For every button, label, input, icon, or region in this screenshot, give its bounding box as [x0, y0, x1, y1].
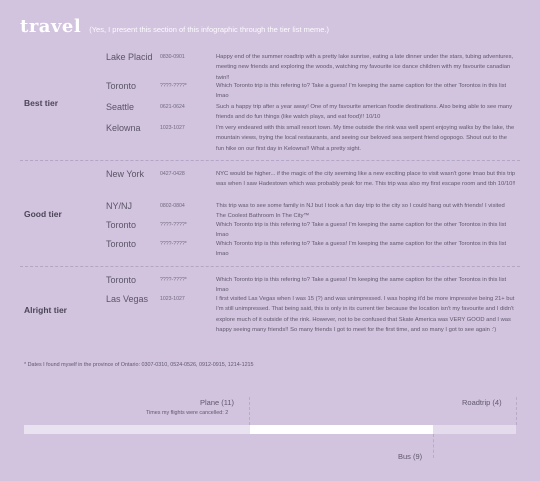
- place-name: New York: [106, 169, 145, 179]
- bus-label: Bus (9): [398, 452, 423, 461]
- plane-bar: [24, 425, 250, 434]
- header: [20, 16, 329, 37]
- trip-description: Which Toronto trip is this refering to? Take a guess! I'm keeping the same caption for the other Torontos in this list lmao: [216, 277, 507, 294]
- tier-best: [20, 52, 520, 156]
- tier-label: Good tier: [24, 209, 62, 219]
- bus-bar: [250, 425, 433, 434]
- trip-description: Which Toronto trip is this refering to? Take a guess! I'm keeping the same caption for the other Torontos in this list lmao: [216, 83, 507, 100]
- trip-dates: 0427-0428: [160, 171, 185, 177]
- footnote: * Dates I found myself in the province of Ontario: 0307-0310, 0524-0526, 0912-0915, 1214-1215: [24, 362, 254, 368]
- trip-description: Happy end of the summer roadtrip with a pretty lake sunrise, eating a late dinner under the stars, tubing adventures, meeting new friends and exploring the woods, watching my favourite ice dance children with my favourite canadian twin!!: [216, 54, 514, 81]
- trip-description: Which Toronto trip is this refering to? Take a guess! I'm keeping the same caption for the other Torontos in this list lmao: [216, 241, 507, 258]
- place-name: Las Vegas: [106, 294, 149, 304]
- place-name: Toronto: [106, 275, 137, 285]
- plane-cancelled-note: Times my flights were cancelled: 2: [146, 410, 229, 416]
- plane-label: Plane (11): [200, 398, 235, 407]
- trip-description: I first visited Las Vegas when I was 15 (?) and was unimpressed. I was hoping it'd be more impressive being 21+ but I'm still unimpressed. That being said, this is only in its current tier because the location isn't my favourite and I didn't explore much of it outside of the rink. However, not to be confused that Skate America was VERY GOOD and I was happy seeing many friends!! So many friends I got to meet for the first time, and so many I got to see again :'): [216, 296, 515, 334]
- place-name: Toronto: [106, 81, 137, 91]
- tier-good: [20, 169, 520, 259]
- roadtrip-label: Roadtrip (4): [462, 398, 502, 407]
- place-name: Toronto: [106, 220, 137, 230]
- tier-divider: [20, 266, 520, 267]
- trip-dates: 0802-0804: [160, 203, 185, 209]
- trip-description: Which Toronto trip is this refering to? Take a guess! I'm keeping the same caption for the other Torontos in this list lmao: [216, 222, 507, 239]
- trip-dates: ????-????*: [160, 222, 187, 228]
- trip-dates: 0621-0624: [160, 104, 185, 110]
- trip-dates: 1023-1027: [160, 296, 185, 302]
- roadtrip-bar: [433, 425, 516, 434]
- place-name: NY/NJ: [106, 201, 133, 211]
- trip-dates: ????-????*: [160, 83, 187, 89]
- place-name: Lake Placid: [106, 52, 153, 62]
- tier-alright: [20, 275, 520, 350]
- trip-dates: 0830-0901: [160, 54, 185, 60]
- page-subtitle: (Yes, I present this section of this infographic through the tier list meme.): [89, 25, 330, 34]
- trip-description: I'm very endeared with this small resort town. My time outside the rink was well spent enjoying walks by the lake, the mountain views, trying the local restaurants, and seeing our beloved sea serpent friend ogopogo. Shout out to the fun hike on our first day in Kelowna!! What a pretty sight.: [216, 125, 515, 152]
- place-name: Toronto: [106, 239, 137, 249]
- bus-bar-divider: [433, 434, 434, 458]
- place-name: Seattle: [106, 102, 135, 112]
- tier-divider: [20, 160, 520, 161]
- plane-bar-divider: [249, 397, 250, 425]
- tier-label: Best tier: [24, 98, 59, 108]
- trip-description: NYC would be higher... if the magic of the city seeming like a new exciting place to visit wasn't gone lmao but this trip was when I saw Hadestown which was probably peak for me. This trip was also my first escape room and tbh 10/10!!: [216, 171, 516, 188]
- trip-description: Such a happy trip after a year away! One of my favourite american foodie destinations. Also being able to see many friends and do fun things (like watch plays, and eat food)!! 10/10: [216, 104, 513, 121]
- tier-label: Alright tier: [24, 305, 67, 315]
- trip-dates: ????-????*: [160, 277, 187, 283]
- trip-dates: ????-????*: [160, 241, 187, 247]
- place-name: Kelowna: [106, 123, 141, 133]
- page-title: travel: [20, 16, 82, 37]
- trip-dates: 1023-1027: [160, 125, 185, 131]
- trip-description: This trip was to see some family in NJ but I took a fun day trip to the city so I could hang out with friends! I visited The Coolest Bathroom In The City™: [216, 203, 505, 220]
- roadtrip-bar-divider: [516, 397, 517, 425]
